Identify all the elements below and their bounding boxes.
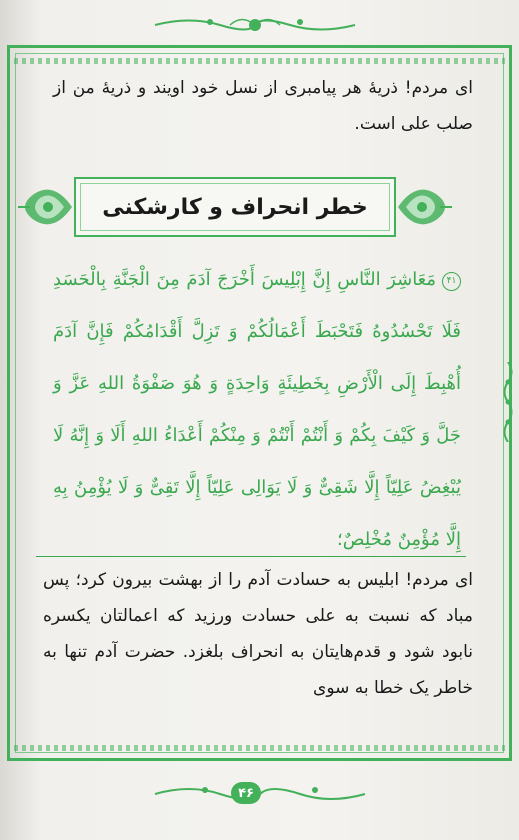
section-heading: خطر انحراف و کارشکنی	[102, 194, 368, 220]
arabesque-medallion-icon	[398, 176, 456, 238]
page-number: ۴۶	[231, 782, 261, 804]
translation-paragraph: ای مردم! ابلیس به حسادت آدم را از بهشت بیرون کرد؛ پس مباد که نسبت به علی حسادت ورزید که اعمالتان یکسره نابود شود و قدم‌هایتان به انحراف بلغزد. حضرت آدم تنها به خاطر یک خطا به سوی	[43, 570, 473, 698]
floral-ornament-icon	[150, 14, 360, 36]
arabesque-medallion-icon	[14, 176, 72, 238]
vine-ornament-icon	[501, 362, 515, 442]
section-divider	[36, 556, 466, 557]
frame-chain-border-top	[14, 58, 505, 64]
hadith-number-badge: ۴۱	[442, 272, 461, 291]
section-heading-box	[74, 177, 396, 237]
hadith-text: مَعَاشِرَ النَّاسِ إِنَّ إِبْلِیسَ أَخْرَجَ آدَمَ مِنَ الْجَنَّةِ بِالْحَسَدِ فَلَا تَحْسُدُوهُ فَتَحْبَطَ أَعْمَالُكُمْ وَ تَزِلَّ أَقْدَامُكُمْ فَإِنَّ آدَمَ أُهْبِطَ إِلَى الْأَرْضِ بِخَطِیئَةٍ وَاحِدَةٍ وَ هُوَ صَفْوَةُ اللهِ عَزَّ وَ جَلَّ وَ كَیْفَ بِكُمْ وَ أَنْتُمْ أَنْتُمْ وَ مِنْكُمْ أَعْدَاءُ اللهِ أَلَا وَ إِنَّهُ لَا یُبْغِضُ عَلِیّاً إِلَّا شَقِیٌّ وَ لَا یَوَالِی عَلِیّاً إِلَّا تَقِیٌّ وَ لَا یُؤْمِنُ بِهِ إِلَّا مُؤْمِنٌ مُخْلِصٌ؛	[53, 269, 461, 550]
intro-paragraph: ای مردم! ذریهٔ هر پیامبری از نسل خود اویند و ذریهٔ من از صلب علی است.	[53, 78, 473, 134]
frame-chain-border-bottom	[14, 745, 505, 751]
hadith-paragraph	[53, 254, 461, 566]
